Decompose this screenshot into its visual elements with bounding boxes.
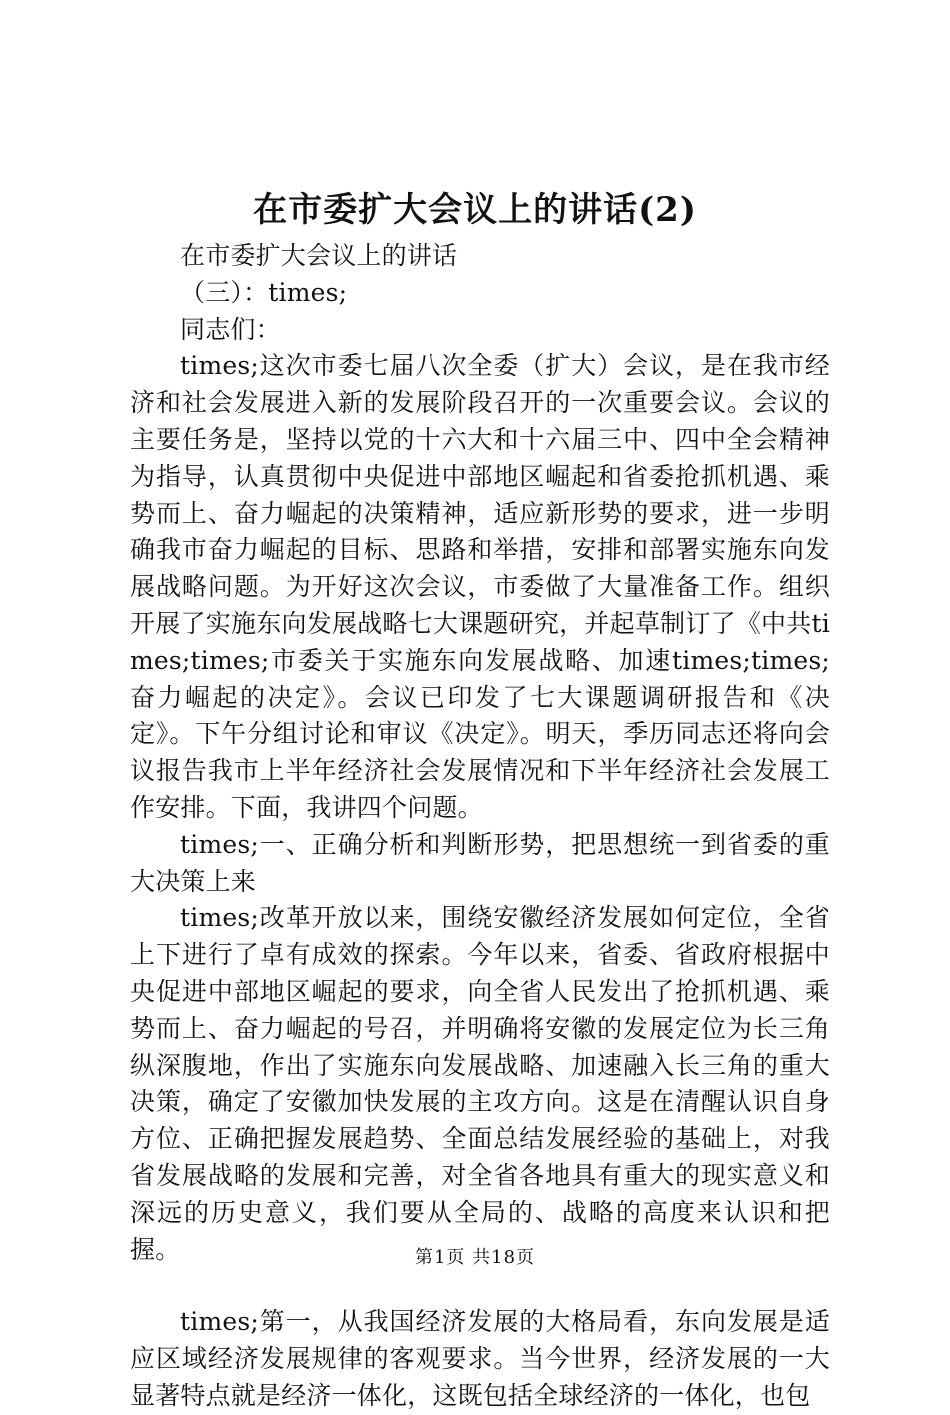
document-title: 在市委扩大会议上的讲话(2)	[253, 190, 697, 230]
paragraph-reform: times;改革开放以来，围绕安徽经济发展如何定位，全省上下进行了卓有成效的探索。今年以来，省委、省政府根据中央促进中部地区崛起的要求，向全省人民发出了抢抓机遇、乘势而上、奋力崛起的号召，并明确将安徽的发展定位为长三角纵深腹地，作出了实施东向发展战略、加速融入长三角的重大决策，确定了安徽加快发展的主攻方向。这是在清醒认识自身方位、正确把握发展趋势、全面总结发展经验的基础上，对我省发展战略的发展和完善，对全省各地具有重大的现实意义和深远的历史意义，我们要从全局的、战略的高度来认识和把握。	[130, 903, 830, 1264]
page-number: 第1页 共18页	[414, 1247, 536, 1268]
paragraph-subtitle: 在市委扩大会议上的讲话	[180, 241, 458, 270]
paragraph-heading-one: times;一、正确分析和判断形势，把思想统一到省委的重大决策上来	[130, 829, 830, 896]
paragraph-intro: times;这次市委七届八次全委（扩大）会议，是在我市经济和社会发展进入新的发展阶段召开的一次重要会议。会议的主要任务是，坚持以党的十六大和十六届三中、四中全会精神为指导，认真贯彻中央促进中部地区崛起和省委抢抓机遇、乘势而上、奋力崛起的决策精神，适应新形势的要求，进一步明确我市奋力崛起的目标、思路和举措，安排和部署实施东向发展战略问题。为开好这次会议，市委做了大量准备工作。组织开展了实施东向发展战略七大课题研究，并起草制订了《中共times;times;市委关于实施东向发展战略、加速times;times;奋力崛起的决定》。会议已印发了七大课题调研报告和《决定》。下午分组讨论和审议《决定》。明天，季历同志还将向会议报告我市上半年经济社会发展情况和下半年经济社会发展工作安排。下面，我讲四个问题。	[130, 351, 830, 822]
paragraph-first-point: times;第一，从我国经济发展的大格局看，东向发展是适应区域经济发展规律的客观要求。当今世界，经济发展的一大显著特点就是经济一体化，这既包括全球经济的一体化，也包	[130, 1307, 830, 1410]
document-body	[130, 238, 830, 1415]
paragraph-section-label: （三）：times;	[180, 277, 348, 307]
paragraph-salutation: 同志们：	[180, 314, 281, 344]
